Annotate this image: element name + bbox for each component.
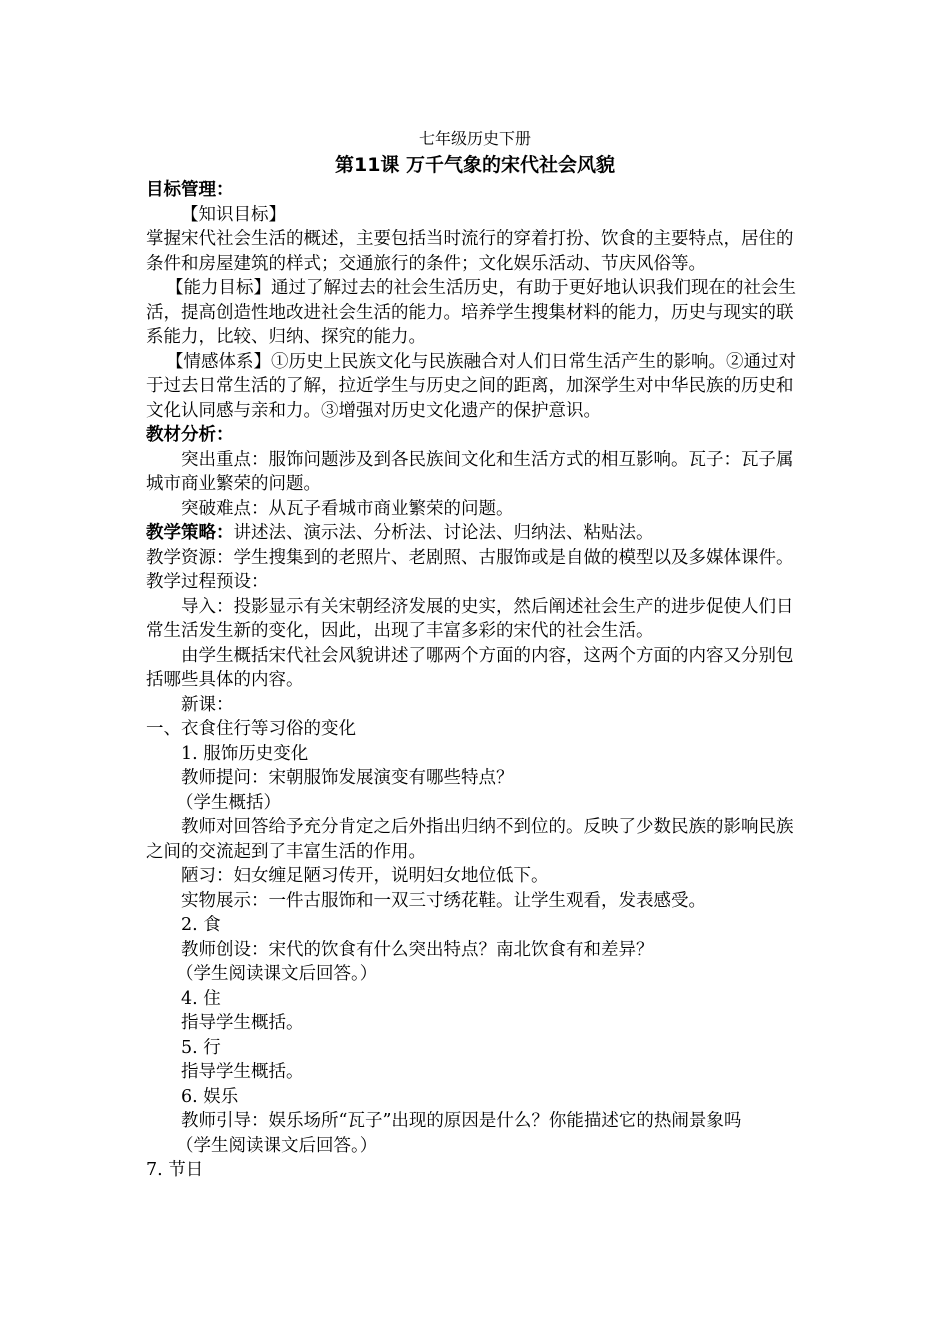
summary-task: 由学生概括宋代社会风貌讲述了哪两个方面的内容，这两个方面的内容又分别包括哪些具体的内容。 — [146, 645, 794, 690]
intro: 导入：投影显示有关宋朝经济发展的史实，然后阐述社会生产的进步促使人们日常生活发生新的变化，因此，出现了丰富多彩的宋代的社会生活。 — [146, 596, 794, 641]
custom-note: 陋习：妇女缠足陋习传开，说明妇女地位低下。 — [181, 866, 549, 886]
page-title: 第11课 万千气象的宋代社会风貌 — [334, 154, 616, 176]
item-6-answer: （学生阅读课文后回答。） — [176, 1135, 378, 1156]
knowledge-text: 掌握宋代社会生活的概述，主要包括当时流行的穿着打扮、饮食的主要特点，居住的条件和房屋建筑的样式；交通旅行的条件；文化娱乐活动、节庆风俗等。 — [146, 229, 794, 274]
item-2: 2. 食 — [181, 915, 221, 935]
resources: 教学资源：学生搜集到的老照片、老剧照、古服饰或是自做的模型以及多媒体课件。 — [146, 547, 794, 568]
ability-text: 【能力目标】通过了解过去的社会生活历史，有助于更好地认识我们现在的社会生活，提高创造性地改进社会生活的能力。培养学生搜集材料的能力，历史与现实的联系能力，比较、归纳、探究的能力。 — [146, 278, 796, 347]
item-6-question: 教师引导：娱乐场所“瓦子”出现的原因是什么？你能描述它的热闹景象吗 — [181, 1111, 742, 1131]
item-2-question: 教师创设：宋代的饮食有什么突出特点？南北饮食有和差异？ — [181, 939, 654, 960]
item-1-feedback: 教师对回答给予充分肯定之后外指出归纳不到位的。反映了少数民族的影响民族之间的交流起到了丰富生活的作用。 — [146, 817, 794, 862]
item-2-answer: （学生阅读课文后回答。） — [176, 964, 378, 984]
item-5-text: 指导学生概括。 — [181, 1062, 304, 1082]
new-lesson: 新课： — [181, 694, 234, 715]
analysis-heading: 教材分析： — [146, 425, 234, 445]
emotion-text: 【情感体系】①历史上民族文化与民族融合对人们日常生活产生的影响。②通过对于过去日常生活的了解，拉近学生与历史之间的距离，加深学生对中华民族的历史和文化认同感与亲和力。③增强对历史文化遗产的保护意识。 — [146, 351, 796, 421]
strategy-text: 讲述法、演示法、分析法、讨论法、归纳法、粘贴法。 — [233, 523, 654, 543]
document-body — [146, 178, 810, 1183]
item-6: 6. 娱乐 — [181, 1086, 239, 1107]
item-1-answer: （学生概括） — [176, 792, 281, 813]
goal-heading: 目标管理： — [146, 180, 234, 200]
item-4-text: 指导学生概括。 — [181, 1013, 304, 1033]
page-header: 七年级历史下册 — [418, 129, 531, 148]
display-note: 实物展示：一件古服饰和一双三寸绣花鞋。让学生观看，发表感受。 — [181, 890, 706, 911]
strategy-line — [146, 521, 810, 546]
key-point: 突出重点：服饰问题涉及到各民族间文化和生活方式的相互影响。瓦子：瓦子属城市商业繁荣的问题。 — [146, 449, 794, 494]
item-7: 7. 节日 — [146, 1160, 204, 1180]
process-heading: 教学过程预设： — [146, 572, 269, 592]
item-4: 4. 住 — [181, 988, 221, 1009]
strategy-label: 教学策略： — [146, 523, 234, 543]
difficulty: 突破难点：从瓦子看城市商业繁荣的问题。 — [181, 498, 514, 519]
item-1: 1. 服饰历史变化 — [181, 743, 309, 764]
part-1-heading: 一、衣食住行等习俗的变化 — [146, 719, 356, 739]
item-1-question: 教师提问：宋朝服饰发展演变有哪些特点？ — [181, 768, 514, 788]
item-5: 5. 行 — [181, 1037, 221, 1058]
knowledge-heading: 【知识目标】 — [181, 204, 286, 225]
